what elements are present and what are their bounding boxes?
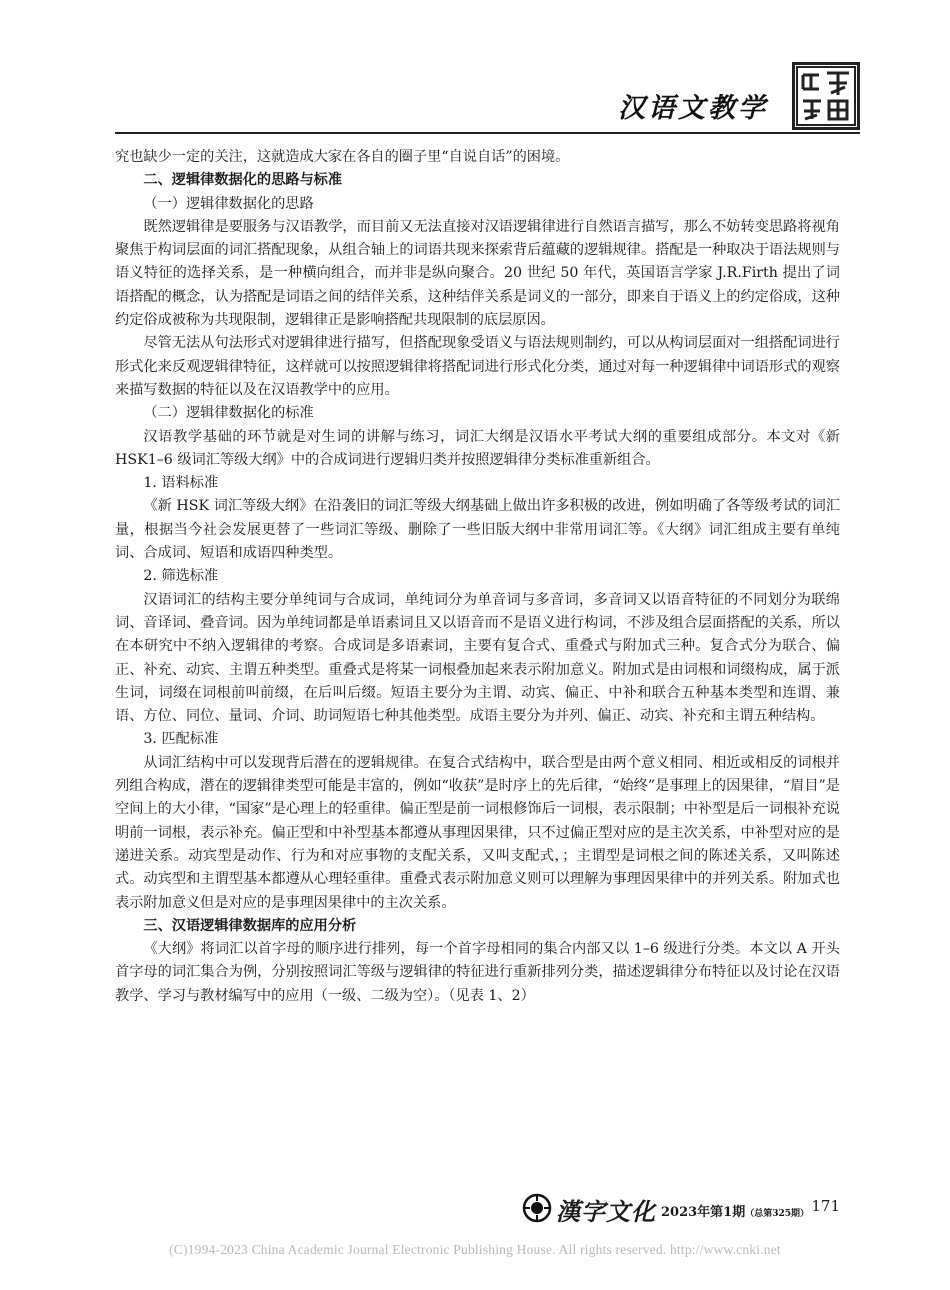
- subsection-heading: （二）逻辑律数据化的标准: [143, 405, 314, 422]
- issue-label: 2023年第1期: [661, 1205, 746, 1220]
- subsection-heading: （一）逻辑律数据化的思路: [143, 195, 314, 212]
- paragraph-continued: 究也缺少一定的关注，这就造成大家在各自的圈子里“自说自话”的困境。: [115, 149, 570, 165]
- section-heading: 三、汉语逻辑律数据库的应用分析: [143, 917, 357, 934]
- section-heading: 二、逻辑律数据化的思路与标准: [143, 172, 343, 189]
- journal-name: 漢字文化: [556, 1197, 656, 1226]
- copyright-notice: (C)1994-2023 China Academic Journal Electronic Publishing House. All rights reserved. http://www.cnki.net: [169, 1242, 781, 1257]
- page-footer: [115, 1190, 840, 1230]
- item-heading: 2. 筛选标准: [143, 568, 219, 585]
- page-number: 171: [811, 1197, 840, 1215]
- article-body: [115, 146, 840, 1008]
- paragraph: 《大纲》将词汇以首字母的顺序进行排列，每一个首字母相同的集合内部又以 1–6 级进行分类。本文以 A 开头首字母的词汇集合为例，分别按照词汇等级与逻辑律的特征进行重新排列分类，描述逻辑律分布特征以及讨论在汉语教学、学习与教材编写中的应用（一级、二级为空）。（见表 1、2）: [115, 941, 840, 1004]
- paragraph: 《新 HSK 词汇等级大纲》在沿袭旧的词汇等级大纲基础上做出许多积极的改进，例如明确了各等级考试的词汇量，根据当今社会发展更替了一些词汇等级、删除了一些旧版大纲中非常用词汇等。《大纲》词汇组成主要有单纯词、合成词、短语和成语四种类型。: [115, 498, 840, 562]
- journal-issue: [661, 1201, 809, 1220]
- page-header: [115, 62, 860, 132]
- paragraph: 从词汇结构中可以发现背后潜在的逻辑规律。在复合式结构中，联合型是由两个意义相同、相近或相反的词根并列组合构成，潜在的逻辑律类型可能是丰富的，例如“收获”是时序上的先后律，“始终”是事理上的因果律，“眉目”是空间上的大小律，“国家”是心理上的轻重律。偏正型是前一词根修饰后一词根，表示限制；中补型是后一词根补充说明前一词根，表示补充。偏正型和中补型基本都遵从事理因果律，只不过偏正型对应的是主次关系，中补型对应的是递进关系。动宾型是动作、行为和对应事物的支配关系，又叫支配式，；主谓型是词根之间的陈述关系，又叫陈述式。动宾型和主谓型基本都遵从心理轻重律。重叠式表示附加意义则可以理解为事理因果律中的并列关系。附加式也表示附加意义但是对应的是事理因果律中的主次关系。: [115, 754, 840, 911]
- item-heading: 1. 语料标准: [143, 475, 219, 492]
- paragraph: 既然逻辑律是要服务与汉语教学，而目前又无法直接对汉语逻辑律进行自然语言描写，那么不妨转变思路将视角聚焦于构词层面的词汇搭配现象，从组合轴上的词语共现来探索背后蕴藏的逻辑规律。搭配是一种取决于语法规则与语义特征的选择关系，是一种横向组合，而并非是纵向聚合。20 世纪 50 年代，英国语言学家 J.R.Firth 提出了词语搭配的概念，认为搭配是词语之间的结伴关系，这种结伴关系是词义的一部分，即来自于语义上的约定俗成，这种约定俗成被称为共现限制，逻辑律正是影响搭配共现限制的底层原因。: [115, 218, 840, 329]
- journal-logo-icon: [522, 1193, 552, 1223]
- paragraph: 尽管无法从句法形式对逻辑律进行描写，但搭配现象受语义与语法规则制约，可以从构词层面对一组搭配词进行形式化来反观逻辑律特征，这样就可以按照逻辑律将搭配词进行形式化分类，通过对每一种逻辑律中词语形式的观察来描写数据的特征以及在汉语教学中的应用。: [115, 335, 840, 398]
- section-title: 汉语文教学: [618, 93, 768, 124]
- header-rule: [115, 132, 860, 134]
- paragraph: 汉语教学基础的环节就是对生词的讲解与练习，词汇大纲是汉语水平考试大纲的重要组成部分。本文对《新 HSK1–6 级词汇等级大纲》中的合成词进行逻辑归类并按照逻辑律分类标准重新组合。: [115, 428, 840, 468]
- item-heading: 3. 匹配标准: [143, 731, 219, 748]
- seal-stamp-icon: [792, 62, 860, 130]
- total-issue: （总第325期）: [745, 1209, 810, 1219]
- paragraph: 汉语词汇的结构主要分单纯词与合成词，单纯词分为单音词与多音词，多音词又以语音特征的不同划分为联绵词、音译词、叠音词。因为单纯词都是单语素词且又以语音而不是语义进行构词，不涉及组合层面搭配的关系，所以在本研究中不纳入逻辑律的考察。合成词是多语素词，主要有复合式、重叠式与附加式三种。复合式分为联合、偏正、补充、动宾、主谓五种类型。重叠式是将某一词根叠加起来表示附加意义。附加式是由词根和词缀构成，属于派生词，词缀在词根前叫前缀，在后叫后缀。短语主要分为主谓、动宾、偏正、中补和联合五种基本类型和连谓、兼语、方位、同位、量词、介词、助词短语七种其他类型。成语主要分为并列、偏正、动宾、补充和主谓五种结构。: [115, 591, 840, 725]
